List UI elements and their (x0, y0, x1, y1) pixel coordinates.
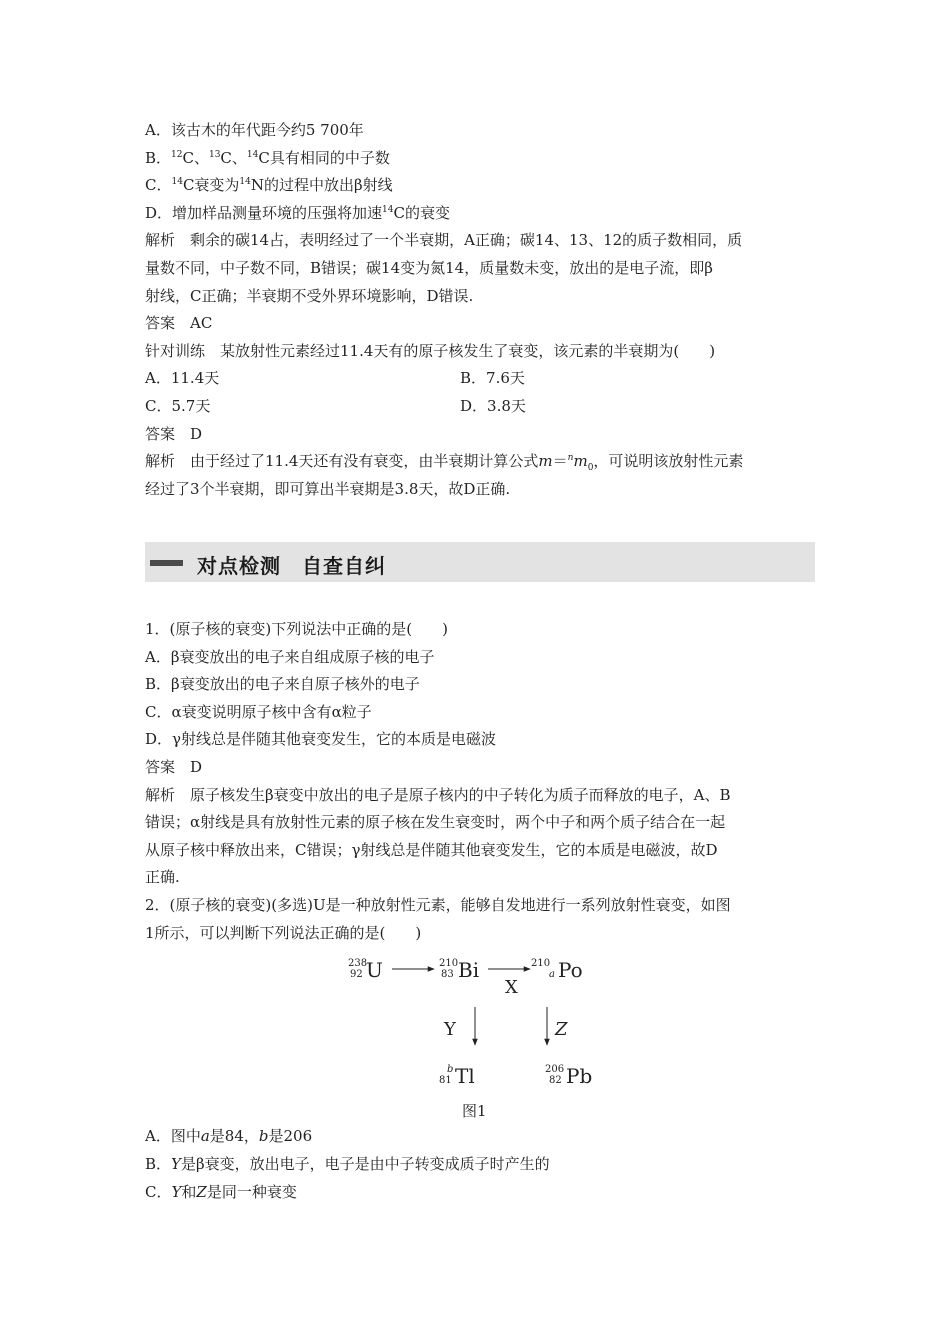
solution-block-1 (145, 117, 815, 503)
analysis-line: 错误；α射线是具有放射性元素的原子核在发生衰变时，两个中子和两个质子结合在一起 (145, 813, 726, 832)
bi-mass-number: 210 (439, 958, 459, 969)
answer-line: 答案 D (145, 757, 203, 776)
u-atomic-number: 92 (350, 969, 363, 980)
question-2: 2．(原子核的衰变)(多选)U是一种放射性元素，能够自发地进行一系列放射性衰变，如图 (145, 895, 731, 914)
option-b: B．β衰变放出的电子来自原子核外的电子 (145, 675, 420, 694)
question-1: 1．(原子核的衰变)下列说法中正确的是( ) (145, 620, 448, 638)
u-mass-number: 238 (348, 958, 368, 969)
po-atomic-number: a (549, 969, 555, 980)
tl-mass-number: b (447, 1064, 454, 1075)
practice-question: 针对训练 某放射性元素经过11.4天有的原子核发生了衰变，该元素的半衰期为( ) (145, 341, 716, 360)
option-row: A．11.4天 B．7.6天 (145, 369, 525, 388)
section-marker (150, 560, 183, 566)
analysis-line: 正确. (145, 868, 180, 887)
option-a: A．β衰变放出的电子来自组成原子核的电子 (145, 647, 435, 666)
analysis-line: 经过了3个半衰期，即可算出半衰期是3.8天，故D正确. (145, 479, 511, 498)
option-c: C．α衰变说明原子核中含有α粒子 (145, 702, 372, 721)
analysis-line: 射线，C正确；半衰期不受外界环境影响，D错误. (145, 286, 474, 305)
section-header (145, 542, 815, 582)
u-symbol: U (366, 958, 383, 982)
analysis-line: 从原子核中释放出来，C错误；γ射线总是伴随其他衰变发生，它的本质是电磁波，故D (145, 840, 718, 859)
option-d: D．γ射线总是伴随其他衰变发生，它的本质是电磁波 (145, 730, 496, 749)
option-d: D．增加样品测量环境的压强将加速$^{14}$C的衰变 (145, 203, 450, 222)
option-c: C．$^{14}$C衰变为$^{14}$N的过程中放出β射线 (145, 176, 393, 195)
option-a: A．该古木的年代距今约5 700年 (145, 121, 364, 139)
tl-atomic-number: 81 (439, 1075, 452, 1086)
option-b: B．$^{12}$C、$^{13}$C、$^{14}$C具有相同的中子数 (145, 148, 390, 167)
option-c: C．Y和Z是同一种衰变 (145, 1183, 297, 1201)
analysis-line: 量数不同，中子数不同，B错误；碳14变为氮14，质量数未变，放出的是电子流，即β (145, 258, 713, 277)
po-symbol: Po (558, 958, 583, 982)
z-label: Z (555, 1019, 568, 1040)
figure-caption: 图1 (462, 1102, 487, 1120)
option-row: C．5.7天 D．3.8天 (145, 396, 526, 415)
answer-line: 答案 AC (145, 314, 213, 333)
analysis-line: 解析 原子核发生β衰变中放出的电子是原子核内的中子转化为质子而释放的电子，A、B (145, 785, 731, 804)
pb-mass-number: 206 (545, 1064, 565, 1075)
option-b: B．Y是β衰变，放出电子，电子是由中子转变成质子时产生的 (145, 1155, 550, 1173)
analysis-line: 解析 剩余的碳14占，表明经过了一个半衰期，A正确；碳14、13、12的质子数相同，质 (145, 231, 743, 250)
po-mass-number: 210 (531, 958, 551, 969)
answer-line: 答案 D (145, 424, 203, 443)
option-a: A．图中a是84，b是206 (145, 1127, 313, 1145)
section-title: 对点检测 自查自纠 (197, 554, 386, 578)
pb-symbol: Pb (566, 1064, 593, 1088)
x-label: X (505, 977, 518, 998)
options-block (145, 1122, 815, 1206)
analysis-line: 解析 由于经过了11.4天还有没有衰变，由半衰期计算公式$m=^nm_0$，可说明该放射性元素 (145, 452, 744, 474)
pb-atomic-number: 82 (549, 1075, 562, 1086)
tl-symbol: Tl (455, 1064, 475, 1088)
bi-symbol: Bi (458, 958, 480, 982)
question-2: 1所示，可以判断下列说法正确的是( ) (145, 923, 422, 942)
y-label: Y (444, 1019, 456, 1040)
bi-atomic-number: 83 (441, 969, 454, 980)
question-block (145, 616, 815, 947)
decay-chain-diagram (340, 955, 620, 1095)
